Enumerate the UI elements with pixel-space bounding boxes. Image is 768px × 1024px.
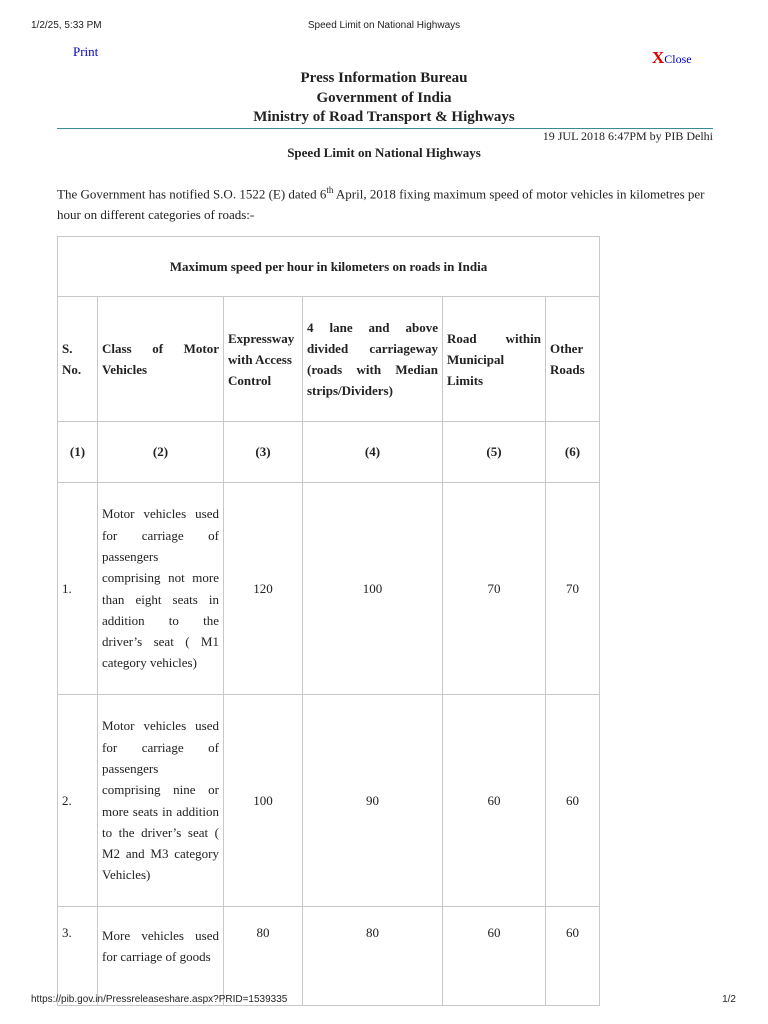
close-link[interactable] xyxy=(652,48,692,68)
row-four-lane-speed: 100 xyxy=(303,483,443,695)
row-sno: 3. xyxy=(58,907,98,1006)
header-class: Class of Motor Vehicles xyxy=(98,297,224,422)
row-municipal-speed: 60 xyxy=(443,695,546,907)
table-row xyxy=(58,907,600,1006)
header-sno: S. No. xyxy=(58,297,98,422)
row-expressway-speed: 100 xyxy=(224,695,303,907)
header-expressway: Expressway with Access Control xyxy=(224,297,303,422)
print-link[interactable]: Print xyxy=(73,44,99,59)
row-vehicle-class: Motor vehicles used for carriage of passengers comprising nine or more seats in addition to the driver’s seat ( M2 and M3 category Vehicles) xyxy=(98,695,224,907)
header-municipal: Road within Municipal Limits xyxy=(443,297,546,422)
col-number: (6) xyxy=(546,422,600,483)
header-four-lane: 4 lane and above divided carriageway (roads with Median strips/Dividers) xyxy=(303,297,443,422)
close-icon[interactable]: X xyxy=(652,48,665,67)
col-number: (5) xyxy=(443,422,546,483)
table-caption-row xyxy=(58,237,600,297)
row-municipal-speed: 60 xyxy=(443,907,546,1006)
intro-text-start: The Government has notified S.O. 1522 (E) dated 6 xyxy=(57,186,327,202)
table-row xyxy=(58,695,600,907)
table-row xyxy=(58,483,600,695)
row-other-roads-speed: 60 xyxy=(546,695,600,907)
row-four-lane-speed: 80 xyxy=(303,907,443,1006)
row-other-roads-speed: 70 xyxy=(546,483,600,695)
government-name: Government of India xyxy=(316,90,452,106)
bureau-name: Press Information Bureau xyxy=(300,70,468,86)
release-title: Speed Limit on National Highways xyxy=(287,145,481,160)
row-other-roads-speed: 60 xyxy=(546,907,600,1006)
row-vehicle-class: Motor vehicles used for carriage of passengers comprising not more than eight seats in addition to the driver’s seat ( M1 category vehicles) xyxy=(98,483,224,695)
print-footer-url: https://pib.gov.in/Pressreleaseshare.aspx?PRID=1539335 xyxy=(31,994,288,1005)
column-number-row xyxy=(58,422,600,483)
col-number: (4) xyxy=(303,422,443,483)
close-label[interactable]: Close xyxy=(664,52,692,66)
speed-limit-table xyxy=(57,236,600,1006)
print-header-date: 1/2/25, 5:33 PM xyxy=(31,20,102,31)
release-dateline: 19 JUL 2018 6:47PM by PIB Delhi xyxy=(542,129,713,143)
row-expressway-speed: 80 xyxy=(224,907,303,1006)
row-sno: 2. xyxy=(58,695,98,907)
col-number: (2) xyxy=(98,422,224,483)
row-expressway-speed: 120 xyxy=(224,483,303,695)
col-number: (3) xyxy=(224,422,303,483)
row-sno: 1. xyxy=(58,483,98,695)
table-caption: Maximum speed per hour in kilometers on roads in India xyxy=(58,237,600,297)
row-vehicle-class: More vehicles used for carriage of goods xyxy=(98,907,224,1006)
table-header-row xyxy=(58,297,600,422)
intro-paragraph xyxy=(57,180,717,225)
print-header-title: Speed Limit on National Highways xyxy=(307,20,461,31)
row-four-lane-speed: 90 xyxy=(303,695,443,907)
col-number: (1) xyxy=(58,422,98,483)
intro-superscript: th xyxy=(326,185,334,195)
print-footer-page-number: 1/2 xyxy=(722,994,736,1005)
ministry-name: Ministry of Road Transport & Highways xyxy=(253,109,515,125)
header-other-roads: Other Roads xyxy=(546,297,600,422)
intro-text-end: April, 2018 fixing maximum speed of motor vehicles in kilometres per hour on different categories of roads:- xyxy=(57,186,705,223)
row-municipal-speed: 70 xyxy=(443,483,546,695)
